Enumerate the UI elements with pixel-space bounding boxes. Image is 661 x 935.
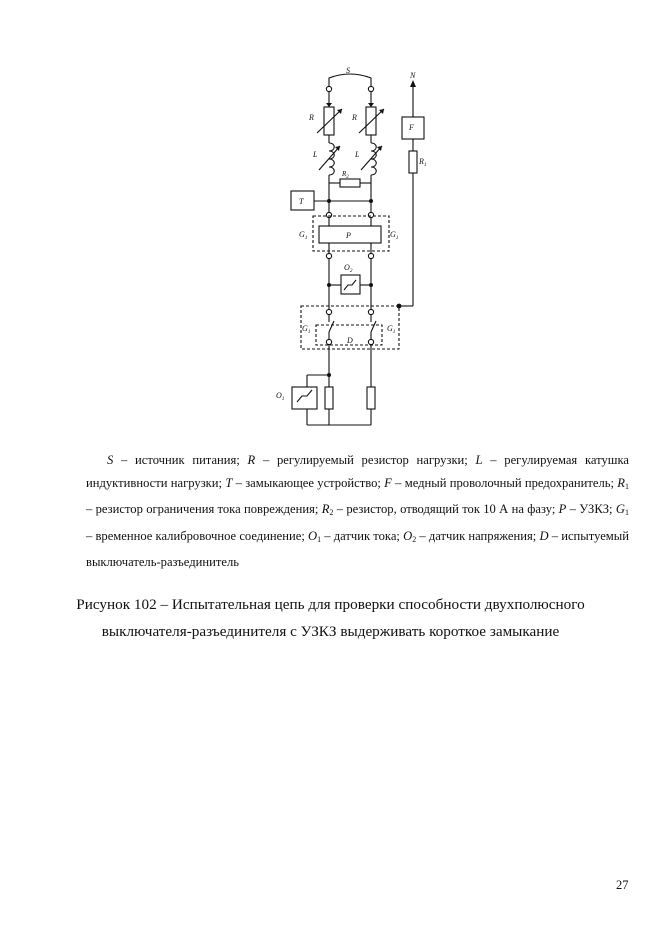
arrow-up-icon (410, 80, 416, 87)
label-r1: $R_1$ (419, 157, 427, 168)
label-t: T (299, 197, 304, 206)
caption-line-2: выключателя-разъединителя с УЗКЗ выдерживать короткое замыкание (101, 623, 560, 640)
label-r-right: R (352, 113, 357, 122)
current-sensor-o1 (292, 387, 317, 409)
load-resistor-right (367, 387, 375, 409)
label-r-left: R (309, 113, 314, 122)
label-g1-lower-right: $G_1$ (387, 324, 396, 335)
inductor-l-right (371, 143, 376, 175)
label-o2: $O_2$ (344, 263, 353, 274)
label-d: D (347, 336, 353, 345)
resistor-r1 (409, 151, 417, 173)
inductor-l-left (329, 143, 334, 175)
label-f: F (409, 123, 414, 132)
label-g1-lower-left: $G_1$ (302, 324, 311, 335)
load-resistor-left (325, 387, 333, 409)
label-o1: $O_1$ (276, 391, 285, 402)
label-s: S (346, 66, 350, 75)
figure-caption (60, 591, 601, 645)
page-number: 27 (616, 878, 629, 892)
label-p: P (346, 231, 351, 240)
switch-contact-left (329, 321, 334, 332)
label-l-left: L (313, 150, 318, 159)
figure-legend: S – источник питания; R – регулируемый резистор нагрузки; L – регулируемая катушка индуктивности нагрузки; T – замыкающее устройство; F – медный проволочный предохранитель; $R_1$ – резистор ограничения тока повреждения; $R_2$ – резистор, отводящий ток 10 А на фазу; P – УЗКЗ; $G_1$ – временное калибровочное соединение; $O_1$ – датчик тока; $O_2$ – датчик напряжения; D – испытуемый выключатель-разъединитель (86, 453, 629, 569)
calibration-link-box-upper (313, 216, 389, 251)
resistor-r2 (340, 179, 360, 187)
source-s-symbol (329, 74, 371, 86)
label-g1-upper-left: $G_1$ (299, 230, 308, 241)
label-l-right: L (355, 150, 360, 159)
switch-contact-right (371, 321, 376, 332)
test-circuit-diagram (0, 0, 661, 440)
caption-line-1: Рисунок 102 – Испытательная цепь для проверки способности двухполюсного (76, 596, 585, 613)
label-n: N (410, 71, 416, 80)
label-g1-upper-right: $G_1$ (390, 230, 399, 241)
label-r2: $R_2$ (342, 170, 349, 180)
